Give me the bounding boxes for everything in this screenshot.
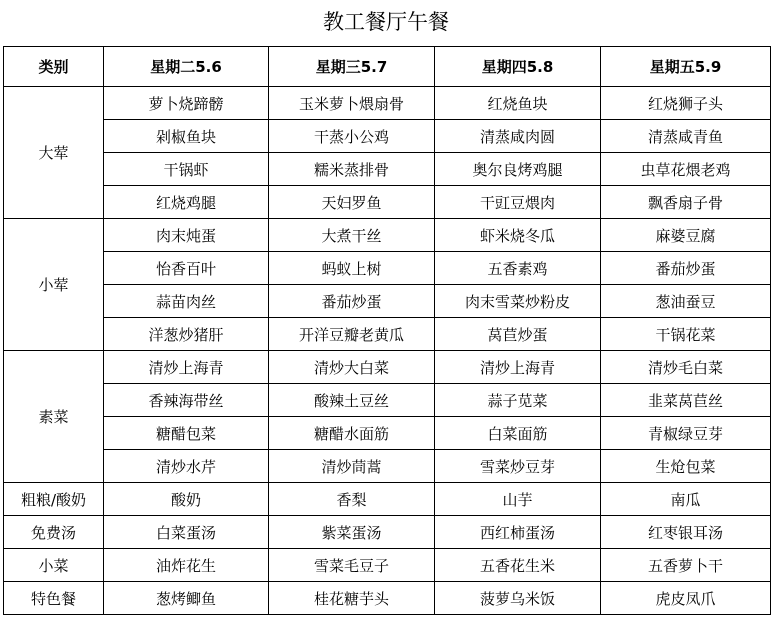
category-cell: 粗粮/酸奶 bbox=[4, 483, 104, 516]
dish-cell: 肉末炖蛋 bbox=[104, 219, 269, 252]
table-row bbox=[4, 186, 771, 219]
dish-cell: 油炸花生 bbox=[104, 549, 269, 582]
dish-cell: 五香素鸡 bbox=[435, 252, 601, 285]
category-cell: 免费汤 bbox=[4, 516, 104, 549]
dish-cell: 酸奶 bbox=[104, 483, 269, 516]
dish-cell: 清炒水芹 bbox=[104, 450, 269, 483]
dish-cell: 红烧鱼块 bbox=[435, 87, 601, 120]
dish-cell: 天妇罗鱼 bbox=[269, 186, 435, 219]
category-cell: 小菜 bbox=[4, 549, 104, 582]
dish-cell: 糖醋包菜 bbox=[104, 417, 269, 450]
table-row bbox=[4, 516, 771, 549]
dish-cell: 山芋 bbox=[435, 483, 601, 516]
dish-cell: 清炒大白菜 bbox=[269, 351, 435, 384]
header-category: 类别 bbox=[4, 47, 104, 87]
table-row bbox=[4, 351, 771, 384]
dish-cell: 五香花生米 bbox=[435, 549, 601, 582]
dish-cell: 开洋豆瓣老黄瓜 bbox=[269, 318, 435, 351]
dish-cell: 干豇豆煨肉 bbox=[435, 186, 601, 219]
lunch-menu-table bbox=[3, 46, 771, 615]
dish-cell: 虎皮凤爪 bbox=[601, 582, 771, 615]
dish-cell: 清炒上海青 bbox=[435, 351, 601, 384]
dish-cell: 香梨 bbox=[269, 483, 435, 516]
category-cell: 特色餐 bbox=[4, 582, 104, 615]
dish-cell: 肉末雪菜炒粉皮 bbox=[435, 285, 601, 318]
dish-cell: 清炒毛白菜 bbox=[601, 351, 771, 384]
dish-cell: 奥尔良烤鸡腿 bbox=[435, 153, 601, 186]
dish-cell: 红烧狮子头 bbox=[601, 87, 771, 120]
dish-cell: 玉米萝卜煨扇骨 bbox=[269, 87, 435, 120]
dish-cell: 蚂蚁上树 bbox=[269, 252, 435, 285]
table-row bbox=[4, 318, 771, 351]
table-row bbox=[4, 120, 771, 153]
table-row bbox=[4, 252, 771, 285]
dish-cell: 葱油蚕豆 bbox=[601, 285, 771, 318]
dish-cell: 雪菜毛豆子 bbox=[269, 549, 435, 582]
dish-cell: 莴苣炒蛋 bbox=[435, 318, 601, 351]
dish-cell: 剁椒鱼块 bbox=[104, 120, 269, 153]
dish-cell: 桂花糖芋头 bbox=[269, 582, 435, 615]
dish-cell: 清蒸咸肉圆 bbox=[435, 120, 601, 153]
header-day-fri: 星期五5.9 bbox=[601, 47, 771, 87]
dish-cell: 干锅虾 bbox=[104, 153, 269, 186]
table-row bbox=[4, 153, 771, 186]
dish-cell: 干锅花菜 bbox=[601, 318, 771, 351]
header-row bbox=[4, 47, 771, 87]
table-row bbox=[4, 417, 771, 450]
dish-cell: 糯米蒸排骨 bbox=[269, 153, 435, 186]
table-row bbox=[4, 87, 771, 120]
dish-cell: 葱烤鲫鱼 bbox=[104, 582, 269, 615]
dish-cell: 蒜子苋菜 bbox=[435, 384, 601, 417]
dish-cell: 清炒上海青 bbox=[104, 351, 269, 384]
page-title: 教工餐厅午餐 bbox=[323, 10, 449, 34]
dish-cell: 番茄炒蛋 bbox=[269, 285, 435, 318]
table-row bbox=[4, 219, 771, 252]
dish-cell: 西红柿蛋汤 bbox=[435, 516, 601, 549]
dish-cell: 香辣海带丝 bbox=[104, 384, 269, 417]
dish-cell: 蒜苗肉丝 bbox=[104, 285, 269, 318]
header-day-thu: 星期四5.8 bbox=[435, 47, 601, 87]
dish-cell: 飘香扇子骨 bbox=[601, 186, 771, 219]
dish-cell: 红烧鸡腿 bbox=[104, 186, 269, 219]
category-cell: 小荤 bbox=[4, 219, 104, 351]
category-cell: 素菜 bbox=[4, 351, 104, 483]
menu-body bbox=[4, 87, 771, 615]
table-row bbox=[4, 450, 771, 483]
dish-cell: 红枣银耳汤 bbox=[601, 516, 771, 549]
header-day-wed: 星期三5.7 bbox=[269, 47, 435, 87]
table-row bbox=[4, 285, 771, 318]
dish-cell: 南瓜 bbox=[601, 483, 771, 516]
dish-cell: 洋葱炒猪肝 bbox=[104, 318, 269, 351]
dish-cell: 虾米烧冬瓜 bbox=[435, 219, 601, 252]
header-day-tue: 星期二5.6 bbox=[104, 47, 269, 87]
dish-cell: 怡香百叶 bbox=[104, 252, 269, 285]
dish-cell: 虫草花煨老鸡 bbox=[601, 153, 771, 186]
table-row bbox=[4, 549, 771, 582]
dish-cell: 雪菜炒豆芽 bbox=[435, 450, 601, 483]
table-row bbox=[4, 483, 771, 516]
dish-cell: 菠萝乌米饭 bbox=[435, 582, 601, 615]
dish-cell: 五香萝卜干 bbox=[601, 549, 771, 582]
dish-cell: 麻婆豆腐 bbox=[601, 219, 771, 252]
dish-cell: 生炝包菜 bbox=[601, 450, 771, 483]
dish-cell: 白菜面筋 bbox=[435, 417, 601, 450]
dish-cell: 韭菜莴苣丝 bbox=[601, 384, 771, 417]
dish-cell: 大煮干丝 bbox=[269, 219, 435, 252]
dish-cell: 糖醋水面筋 bbox=[269, 417, 435, 450]
dish-cell: 清炒茼蒿 bbox=[269, 450, 435, 483]
category-cell: 大荤 bbox=[4, 87, 104, 219]
dish-cell: 青椒绿豆芽 bbox=[601, 417, 771, 450]
dish-cell: 酸辣土豆丝 bbox=[269, 384, 435, 417]
dish-cell: 番茄炒蛋 bbox=[601, 252, 771, 285]
dish-cell: 干蒸小公鸡 bbox=[269, 120, 435, 153]
dish-cell: 紫菜蛋汤 bbox=[269, 516, 435, 549]
table-row bbox=[4, 384, 771, 417]
dish-cell: 萝卜烧蹄髈 bbox=[104, 87, 269, 120]
dish-cell: 白菜蛋汤 bbox=[104, 516, 269, 549]
table-row bbox=[4, 582, 771, 615]
dish-cell: 清蒸咸青鱼 bbox=[601, 120, 771, 153]
